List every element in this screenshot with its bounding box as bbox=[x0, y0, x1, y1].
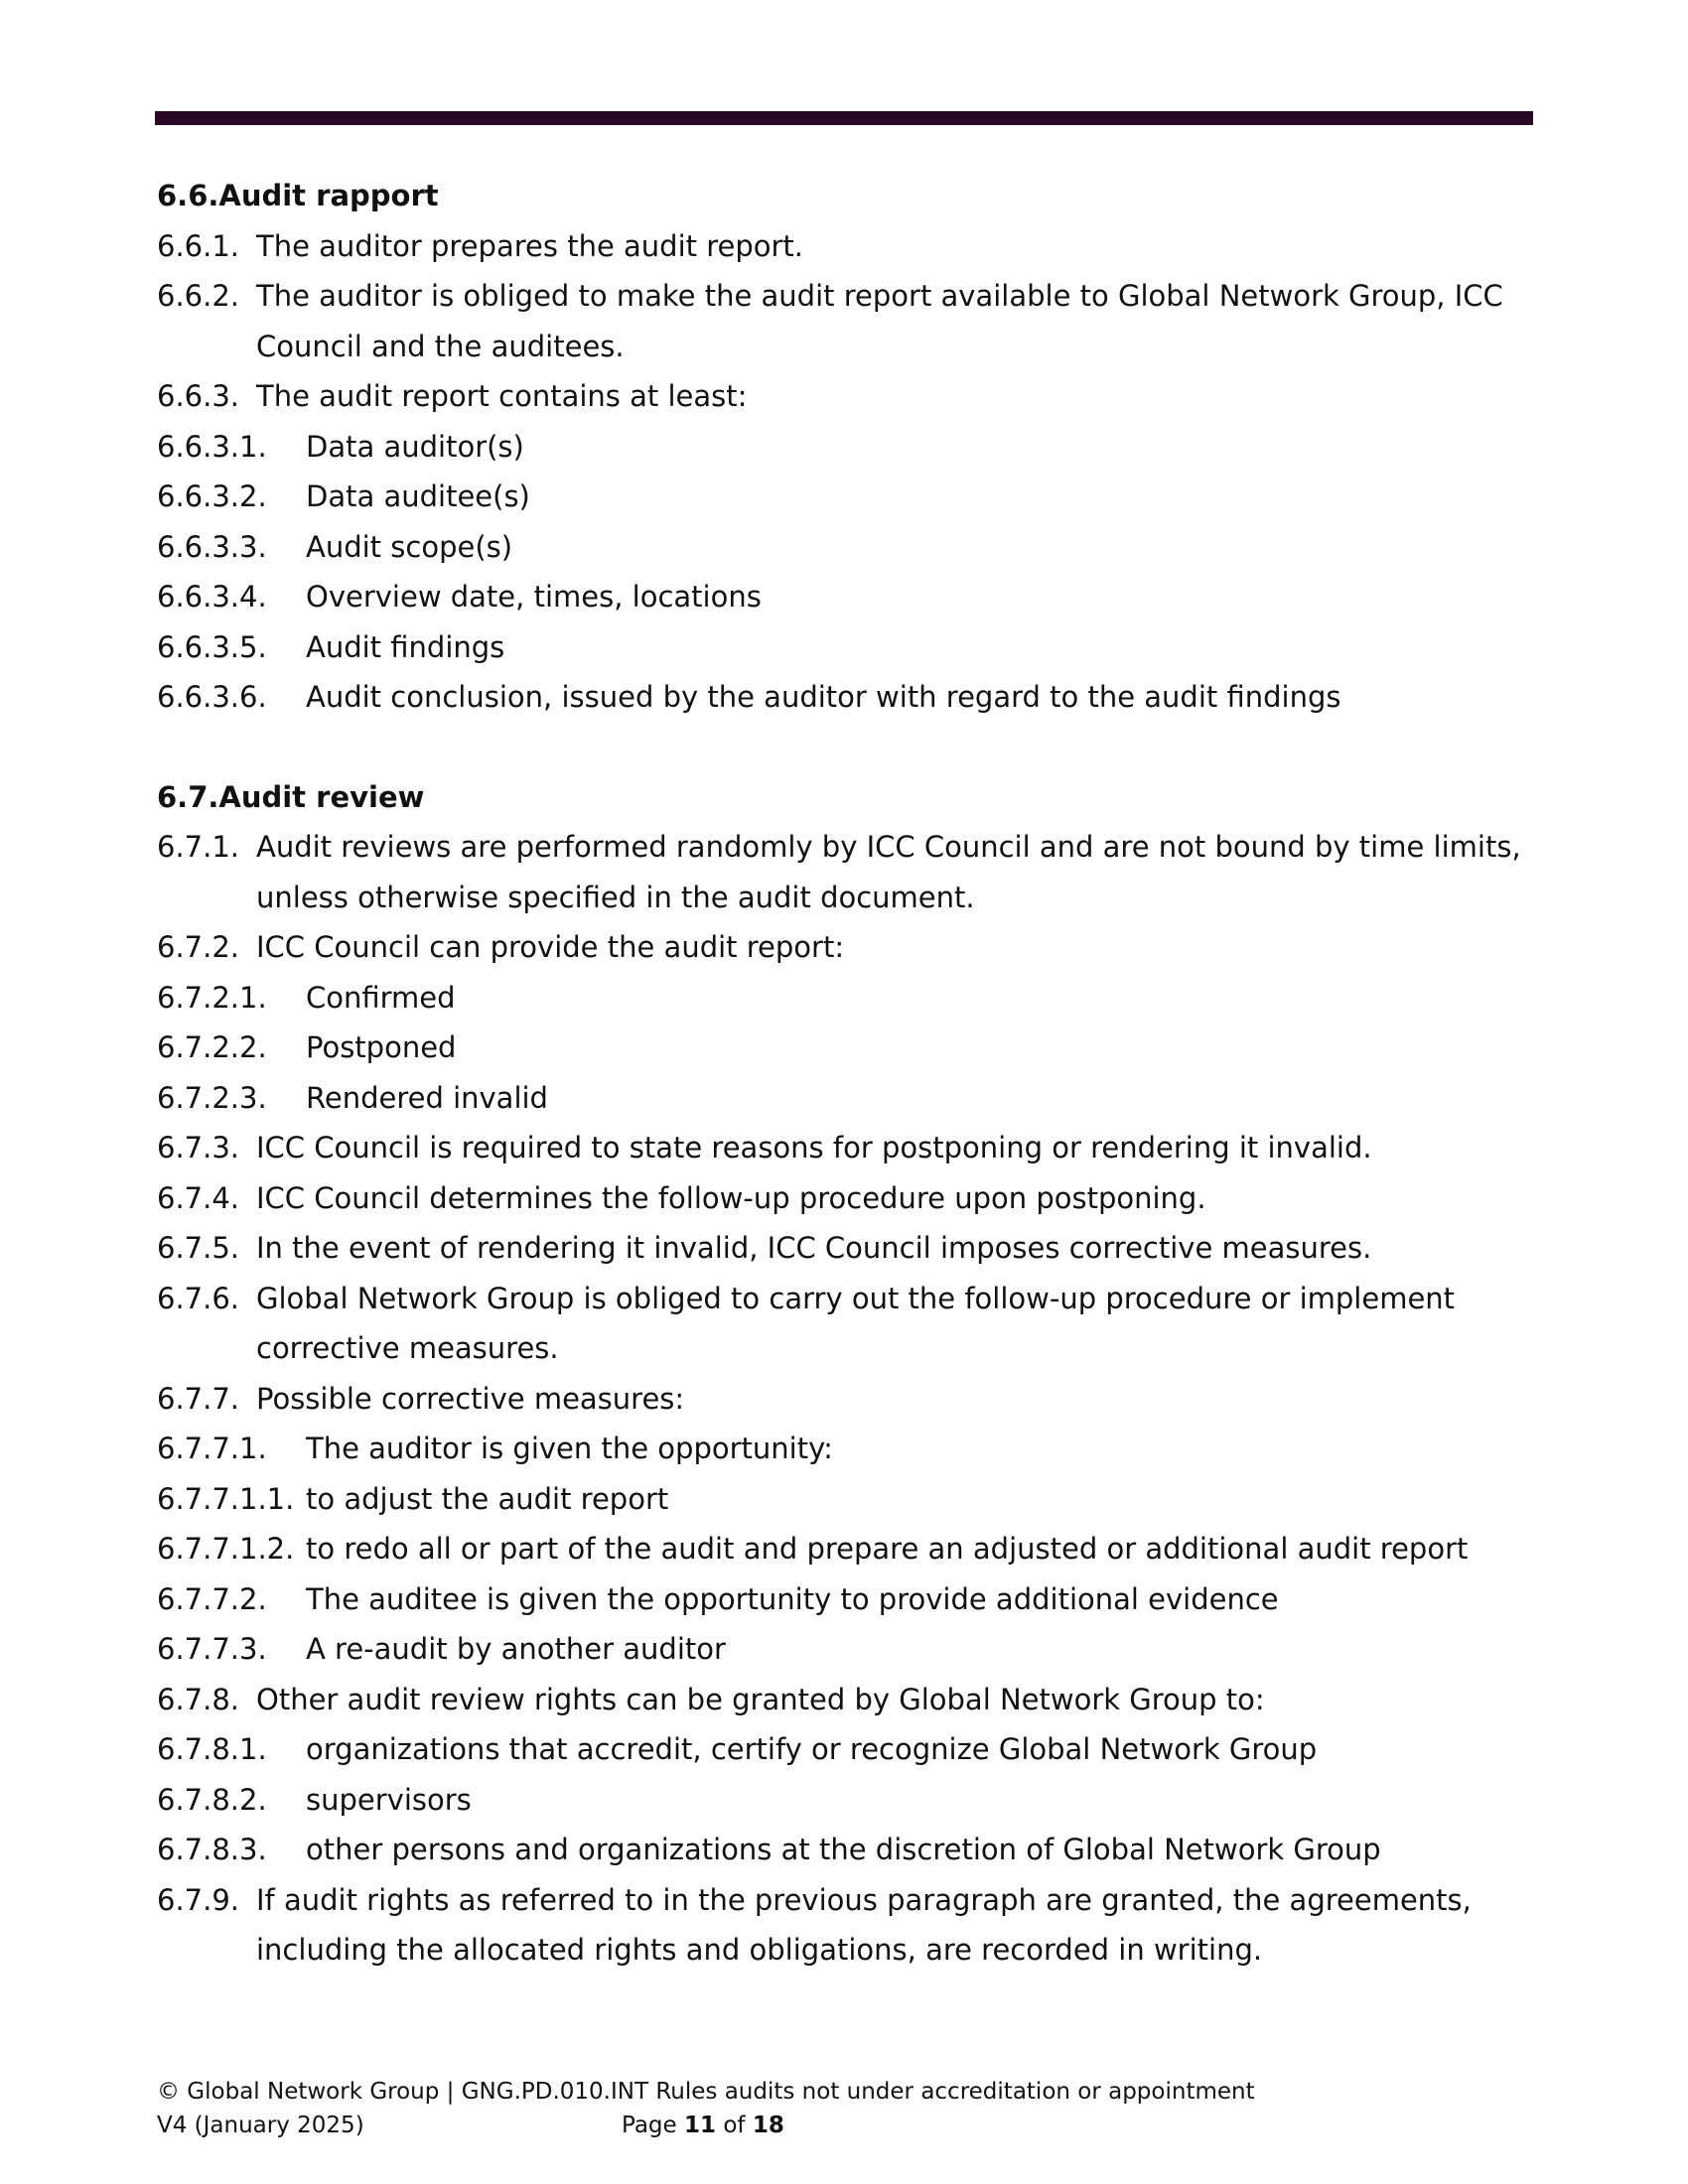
list-item bbox=[157, 1474, 1537, 1525]
section-heading: 6.6.Audit rapport bbox=[157, 179, 439, 212]
list-item bbox=[157, 1574, 1537, 1625]
list-item bbox=[157, 1123, 1537, 1173]
list-item bbox=[157, 1825, 1537, 1875]
document-body bbox=[157, 171, 1537, 1976]
item-number: 6.7.7.1.1. bbox=[157, 1481, 295, 1516]
list-item-continuation bbox=[157, 322, 1537, 372]
list-item bbox=[157, 522, 1537, 573]
list-item bbox=[157, 1073, 1537, 1124]
list-item bbox=[157, 973, 1537, 1024]
item-text: Global Network Group is obliged to carry out the follow-up procedure or implement bbox=[256, 1281, 1456, 1315]
list-item bbox=[157, 271, 1537, 322]
item-number: 6.6.3. bbox=[157, 379, 240, 413]
item-text: unless otherwise specified in the audit document. bbox=[256, 880, 975, 914]
page-number bbox=[622, 2109, 784, 2142]
item-text: Audit conclusion, issued by the auditor with regard to the audit findings bbox=[306, 680, 1341, 714]
page-current: 11 bbox=[684, 2113, 717, 2138]
item-text: Audit scope(s) bbox=[306, 529, 513, 564]
item-number: 6.6.3.1. bbox=[157, 429, 267, 464]
item-text: In the event of rendering it invalid, ICC Council imposes corrective measures. bbox=[256, 1231, 1372, 1265]
item-text: Rendered invalid bbox=[306, 1080, 548, 1115]
item-number: 6.7.8.1. bbox=[157, 1732, 267, 1766]
item-text: corrective measures. bbox=[256, 1331, 559, 1365]
list-item bbox=[157, 1274, 1537, 1324]
item-number: 6.7.7.2. bbox=[157, 1581, 267, 1616]
item-text: Data auditee(s) bbox=[306, 479, 530, 513]
list-item bbox=[157, 1775, 1537, 1826]
item-number: 6.7.4. bbox=[157, 1180, 240, 1215]
list-item bbox=[157, 1173, 1537, 1224]
item-number: 6.7.2.1. bbox=[157, 980, 267, 1015]
item-number: 6.7.5. bbox=[157, 1231, 240, 1265]
list-item bbox=[157, 472, 1537, 522]
item-text: Postponed bbox=[306, 1030, 457, 1064]
item-number: 6.7.8. bbox=[157, 1682, 240, 1716]
item-text: The auditee is given the opportunity to provide additional evidence bbox=[306, 1581, 1279, 1616]
item-number: 6.6.3.3. bbox=[157, 529, 267, 564]
list-item bbox=[157, 1624, 1537, 1675]
item-number: 6.6.3.2. bbox=[157, 479, 267, 513]
item-text: Overview date, times, locations bbox=[306, 580, 762, 614]
item-number: 6.6.3.6. bbox=[157, 680, 267, 714]
item-text: ICC Council determines the follow-up procedure upon postponing. bbox=[256, 1180, 1206, 1215]
item-text: The auditor is given the opportunity: bbox=[306, 1432, 833, 1465]
item-text: ICC Council is required to state reasons for postponing or rendering it invalid. bbox=[256, 1131, 1372, 1164]
item-text: Data auditor(s) bbox=[306, 429, 524, 464]
section-gap bbox=[157, 723, 1537, 772]
item-text: to redo all or part of the audit and prepare an adjusted or additional audit report bbox=[306, 1532, 1469, 1566]
list-item bbox=[157, 1023, 1537, 1073]
item-number: 6.7.7. bbox=[157, 1381, 240, 1416]
list-item bbox=[157, 922, 1537, 973]
item-number: 6.7.7.1. bbox=[157, 1432, 267, 1465]
item-number: 6.7.8.3. bbox=[157, 1833, 267, 1866]
list-item bbox=[157, 572, 1537, 622]
item-number: 6.6.2. bbox=[157, 279, 240, 313]
item-text: Confirmed bbox=[306, 980, 456, 1015]
page-prefix: Page bbox=[622, 2113, 677, 2138]
item-number: 6.7.8.2. bbox=[157, 1782, 267, 1817]
item-number: 6.7.7.3. bbox=[157, 1632, 267, 1666]
item-number: 6.7.7.1.2. bbox=[157, 1532, 295, 1566]
section-heading: 6.7.Audit review bbox=[157, 779, 425, 814]
list-item-continuation bbox=[157, 873, 1537, 923]
item-number: 6.7.2. bbox=[157, 930, 240, 964]
item-text: If audit rights as referred to in the previous paragraph are granted, the agreements, bbox=[256, 1882, 1472, 1917]
item-text: A re-audit by another auditor bbox=[306, 1632, 726, 1666]
page-footer bbox=[157, 2075, 1537, 2142]
footer-version: V4 (January 2025) bbox=[157, 2113, 364, 2138]
item-text: supervisors bbox=[306, 1782, 472, 1817]
page-total: 18 bbox=[752, 2113, 784, 2138]
list-item bbox=[157, 1524, 1537, 1574]
item-text: Possible corrective measures: bbox=[256, 1381, 685, 1416]
item-number: 6.7.6. bbox=[157, 1281, 240, 1315]
list-item bbox=[157, 1875, 1537, 1926]
item-text: The auditor prepares the audit report. bbox=[256, 228, 803, 263]
item-number: 6.7.3. bbox=[157, 1131, 240, 1164]
header-rule bbox=[155, 111, 1533, 125]
item-text: The auditor is obliged to make the audit report available to Global Network Group, ICC bbox=[256, 279, 1503, 313]
item-number: 6.7.9. bbox=[157, 1882, 240, 1917]
list-item bbox=[157, 622, 1537, 673]
item-text: Audit reviews are performed randomly by ICC Council and are not bound by time limits, bbox=[256, 830, 1521, 864]
item-text: Council and the auditees. bbox=[256, 329, 625, 363]
page-of: of bbox=[723, 2113, 746, 2138]
list-item bbox=[157, 1223, 1537, 1274]
list-item bbox=[157, 1424, 1537, 1474]
footer-copyright: © Global Network Group | GNG.PD.010.INT Rules audits not under accreditation or appointment bbox=[157, 2079, 1255, 2105]
item-number: 6.7.1. bbox=[157, 830, 240, 864]
item-text: ICC Council can provide the audit report: bbox=[256, 930, 845, 964]
list-item-continuation bbox=[157, 1925, 1537, 1976]
list-item bbox=[157, 1374, 1537, 1425]
item-text: to adjust the audit report bbox=[306, 1481, 669, 1516]
item-text: other persons and organizations at the discretion of Global Network Group bbox=[306, 1833, 1381, 1866]
list-item-continuation bbox=[157, 1323, 1537, 1374]
item-text: The audit report contains at least: bbox=[256, 379, 748, 413]
list-item bbox=[157, 422, 1537, 473]
list-item bbox=[157, 221, 1537, 272]
item-text: organizations that accredit, certify or recognize Global Network Group bbox=[306, 1732, 1318, 1766]
list-item bbox=[157, 672, 1537, 723]
item-number: 6.6.3.4. bbox=[157, 580, 267, 614]
item-text: including the allocated rights and obligations, are recorded in writing. bbox=[256, 1933, 1263, 1967]
item-number: 6.6.1. bbox=[157, 228, 240, 263]
list-item bbox=[157, 371, 1537, 422]
item-number: 6.7.2.2. bbox=[157, 1030, 267, 1064]
list-item bbox=[157, 822, 1537, 873]
item-number: 6.7.2.3. bbox=[157, 1080, 267, 1115]
item-text: Audit findings bbox=[306, 629, 505, 664]
list-item bbox=[157, 1675, 1537, 1725]
item-text: Other audit review rights can be granted by Global Network Group to: bbox=[256, 1682, 1265, 1716]
item-number: 6.6.3.5. bbox=[157, 629, 267, 664]
list-item bbox=[157, 1724, 1537, 1775]
